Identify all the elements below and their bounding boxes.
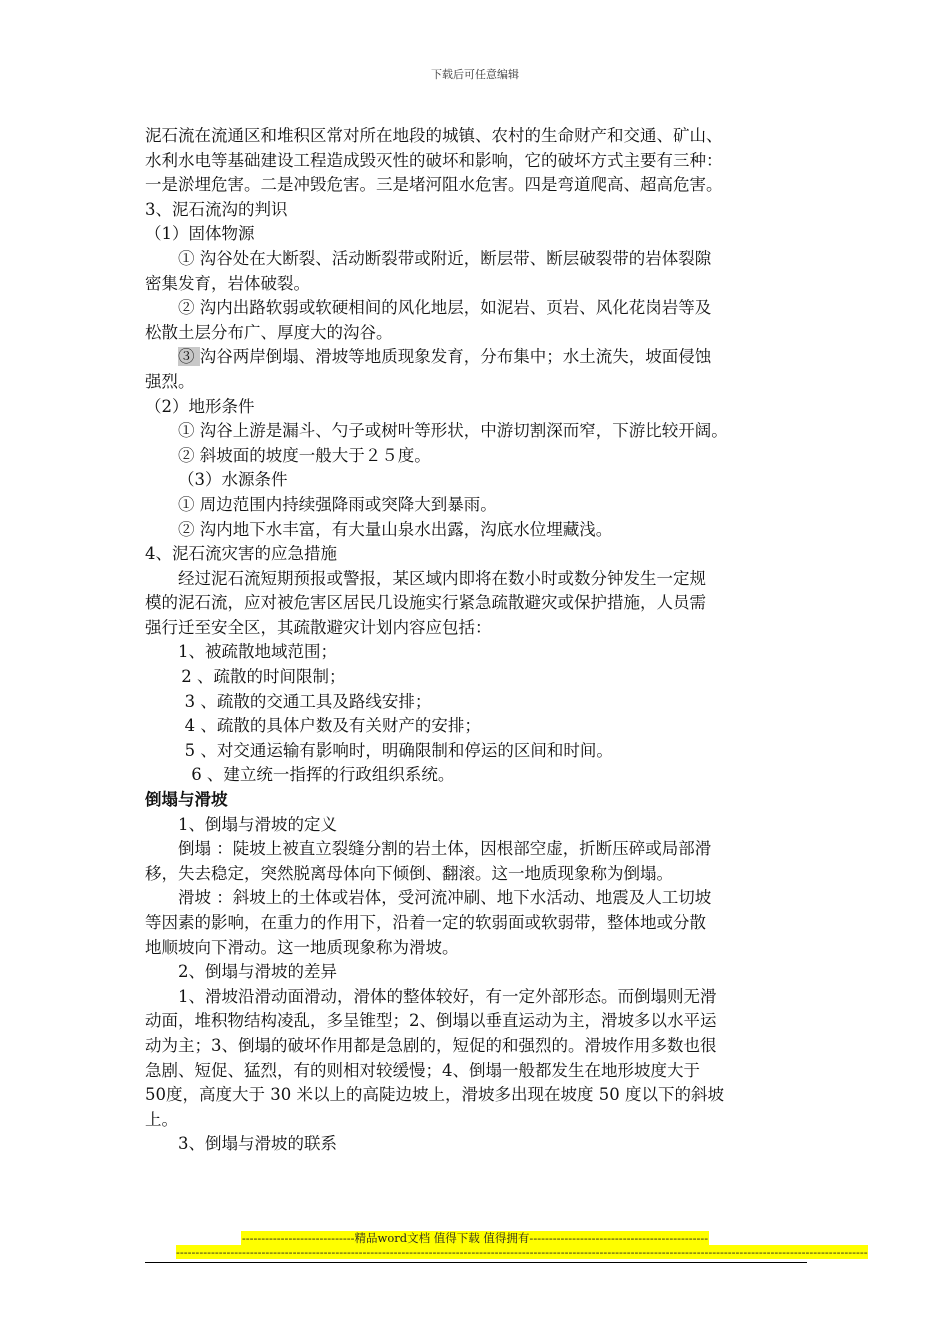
text-line-content: 移，失去稳定，突然脱离母体向下倾倒、翻滚。这一地质现象称为倒塌。 bbox=[145, 863, 673, 883]
text-line-content: 动为主；3、倒塌的破坏作用都是急剧的，短促的和强烈的。滑坡作用多数也很 bbox=[145, 1035, 717, 1055]
text-line-content: ② 斜坡面的坡度一般大于２５度。 bbox=[178, 445, 431, 465]
text-line-content: 4 、疏散的具体户数及有关财产的安排； bbox=[184, 716, 481, 736]
text-line-content: 滑坡 ：斜坡上的土体或岩体，受河流冲刷、地下水活动、地震及人工切坡 bbox=[178, 888, 712, 908]
text-line bbox=[145, 247, 810, 272]
text-line bbox=[145, 1083, 810, 1108]
text-line bbox=[145, 960, 810, 985]
text-line bbox=[145, 198, 810, 223]
text-line bbox=[145, 542, 810, 567]
text-line-content: 2 、疏散的时间限制； bbox=[181, 667, 346, 687]
text-line bbox=[145, 419, 810, 444]
text-line-content: （2）地形条件 bbox=[145, 396, 255, 416]
text-line-content: 泥石流在流通区和堆积区常对所在地段的城镇、农村的生命财产和交通、矿山、 bbox=[145, 126, 723, 145]
text-line bbox=[145, 370, 810, 395]
text-line-content: 3 、疏散的交通工具及路线安排； bbox=[184, 691, 432, 711]
text-line bbox=[145, 640, 810, 665]
text-line bbox=[145, 567, 810, 592]
text-line-content: ② 沟内地下水丰富，有大量山泉水出露，沟底水位埋藏浅。 bbox=[178, 519, 613, 539]
footer-rule bbox=[145, 1262, 807, 1263]
text-line-content: 50度，高度大于 30 米以上的高陡边坡上，滑坡多出现在坡度 50 度以下的斜坡 bbox=[145, 1085, 724, 1105]
text-line-content: （3）水源条件 bbox=[178, 470, 288, 490]
text-line bbox=[145, 395, 810, 420]
text-line-content: 密集发育，岩体破裂。 bbox=[145, 273, 310, 293]
text-line-content: 水利水电等基础建设工程造成毁灭性的破坏和影响，它的破坏方式主要有三种： bbox=[145, 150, 723, 170]
text-line-content: 3、倒塌与滑坡的联系 bbox=[178, 1134, 337, 1154]
text-line bbox=[145, 468, 810, 493]
text-line-content: 等因素的影响，在重力的作用下，沿着一定的软弱面或软弱带，整体地或分散 bbox=[145, 913, 706, 932]
highlighted-marker: ③ bbox=[178, 347, 200, 367]
text-line bbox=[145, 837, 810, 862]
section-heading bbox=[145, 788, 810, 813]
text-line bbox=[145, 1108, 810, 1133]
text-line bbox=[145, 222, 810, 247]
text-line bbox=[145, 763, 810, 788]
text-line bbox=[145, 493, 810, 518]
text-line-content: 强烈。 bbox=[145, 371, 195, 391]
text-line bbox=[145, 1132, 810, 1157]
text-line bbox=[145, 813, 810, 838]
text-line-content: 沟谷两岸倒塌、滑坡等地质现象发育，分布集中；水土流失，坡面侵蚀 bbox=[199, 347, 712, 367]
text-line-content: 倒塌与滑坡 bbox=[145, 790, 228, 810]
text-line-content: 5 、对交通运输有影响时，明确限制和停运的区间和时间。 bbox=[184, 740, 613, 760]
page-header-note: 下载后可任意编辑 bbox=[431, 68, 519, 81]
document-body bbox=[145, 124, 810, 1157]
text-line bbox=[145, 862, 810, 887]
text-line bbox=[145, 665, 810, 690]
text-line bbox=[145, 321, 810, 346]
text-line-content: 上。 bbox=[145, 1109, 178, 1129]
text-line bbox=[145, 911, 810, 936]
text-line-content: 2、倒塌与滑坡的差异 bbox=[178, 962, 337, 982]
footer-banner-text: -----------------------------精品word文档 值得下载 值得拥有---------------------------------------------- bbox=[241, 1231, 709, 1245]
text-line bbox=[145, 1034, 810, 1059]
text-line-content: 1、滑坡沿滑动面滑动，滑体的整体较好，有一定外部形态。而倒塌则无滑 bbox=[178, 986, 717, 1006]
text-line-content: 1、被疏散地域范围； bbox=[178, 642, 337, 662]
text-line bbox=[145, 1059, 810, 1084]
text-line bbox=[145, 518, 810, 543]
text-line bbox=[145, 690, 810, 715]
text-line bbox=[145, 124, 810, 149]
text-line-content: 经过泥石流短期预报或警报，某区域内即将在数小时或数分钟发生一定规 bbox=[178, 568, 706, 588]
text-line bbox=[145, 616, 810, 641]
footer-dash-text: ---------------------------------------------------------------------------------------------------------------------------------------------------------------------------------- bbox=[176, 1245, 868, 1259]
text-line-content: ① 沟谷上游是漏斗、勺子或树叶等形状，中游切割深而窄，下游比较开阔。 bbox=[178, 421, 728, 441]
text-line-content: ① 沟谷处在大断裂、活动断裂带或附近，断层带、断层破裂带的岩体裂隙 bbox=[178, 248, 712, 268]
text-line-content: 模的泥石流，应对被危害区居民几设施实行紧急疏散避灾或保护措施，人员需 bbox=[145, 593, 706, 613]
text-line bbox=[145, 173, 810, 198]
text-line-content: 松散土层分布广、厚度大的沟谷。 bbox=[145, 322, 393, 342]
text-line-content: ① 周边范围内持续强降雨或突降大到暴雨。 bbox=[178, 494, 497, 514]
text-line bbox=[145, 345, 810, 370]
footer-banner bbox=[0, 1230, 950, 1246]
text-line-content: 强行迁至安全区，其疏散避灾计划内容应包括： bbox=[145, 617, 492, 637]
text-line-content: 急剧、短促、猛烈，有的则相对较缓慢；4、倒塌一般都发生在地形坡度大于 bbox=[145, 1060, 700, 1080]
text-line bbox=[145, 714, 810, 739]
text-line-content: 6 、建立统一指挥的行政组织系统。 bbox=[191, 765, 455, 785]
text-line-content: 1、倒塌与滑坡的定义 bbox=[178, 814, 337, 834]
text-line-content: ② 沟内出路软弱或软硬相间的风化地层，如泥岩、页岩、风化花岗岩等及 bbox=[178, 298, 712, 318]
text-line-content: 地顺坡向下滑动。这一地质现象称为滑坡。 bbox=[145, 937, 459, 957]
text-line-content: 倒塌 ：陡坡上被直立裂缝分割的岩土体，因根部空虚，折断压碎或局部滑 bbox=[178, 839, 712, 859]
text-line-content: 4、泥石流灾害的应急措施 bbox=[145, 544, 337, 564]
text-line-content: 一是淤埋危害。二是冲毁危害。三是堵河阻水危害。四是弯道爬高、超高危害。 bbox=[145, 175, 723, 195]
text-line bbox=[145, 1009, 810, 1034]
text-line-content: 动面，堆积物结构凌乱，多呈锥型；2、倒塌以垂直运动为主，滑坡多以水平运 bbox=[145, 1011, 717, 1031]
text-line bbox=[145, 591, 810, 616]
text-line bbox=[145, 936, 810, 961]
text-line bbox=[145, 296, 810, 321]
text-line bbox=[145, 444, 810, 469]
text-line bbox=[145, 886, 810, 911]
text-line bbox=[145, 272, 810, 297]
text-line-content: 3、泥石流沟的判识 bbox=[145, 199, 288, 219]
text-line-content: （1）固体物源 bbox=[145, 224, 255, 244]
text-line bbox=[145, 149, 810, 174]
footer-dash-line bbox=[176, 1245, 868, 1259]
text-line bbox=[145, 739, 810, 764]
text-line bbox=[145, 985, 810, 1010]
